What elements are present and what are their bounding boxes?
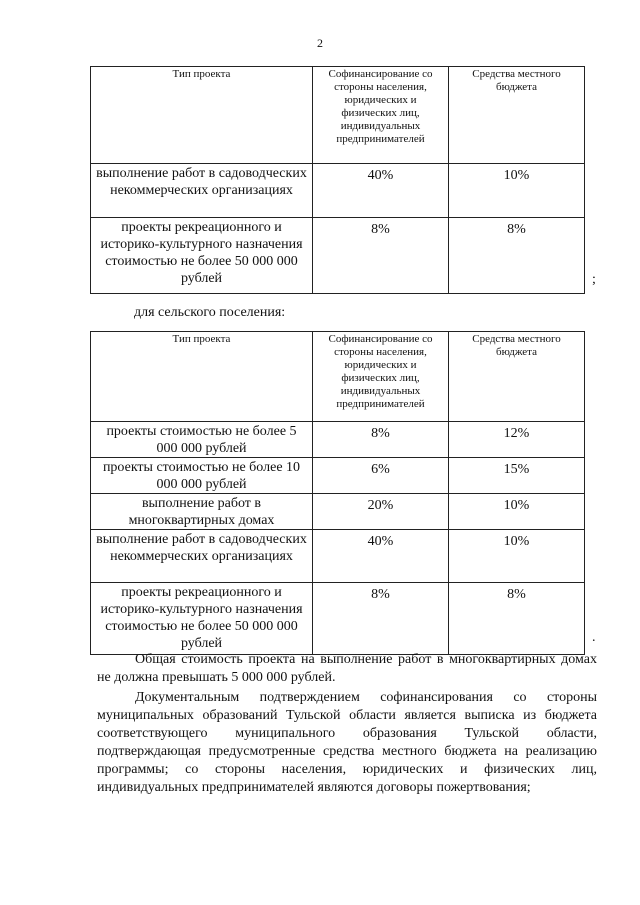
table-row bbox=[91, 530, 585, 583]
cell-cofinancing: 8% bbox=[313, 218, 449, 294]
cell-local-budget: 10% bbox=[449, 530, 585, 583]
table-end-semicolon: ; bbox=[592, 272, 596, 287]
header-local-budget: Средства местного бюджета bbox=[449, 67, 585, 164]
cell-local-budget: 10% bbox=[449, 164, 585, 218]
cell-local-budget: 12% bbox=[449, 422, 585, 458]
table-row bbox=[91, 583, 585, 655]
table-end-period: . bbox=[592, 630, 596, 645]
header-cofinancing: Софинансирование со стороны населения, юридических и физических лиц, индивидуальных предпринимателей bbox=[313, 332, 449, 422]
header-local-budget: Средства местного бюджета bbox=[449, 332, 585, 422]
table-header-row bbox=[91, 67, 585, 164]
cell-local-budget: 8% bbox=[449, 583, 585, 655]
cell-cofinancing: 40% bbox=[313, 164, 449, 218]
header-cofinancing: Софинансирование со стороны населения, юридических и физических лиц, индивидуальных предпринимателей bbox=[313, 67, 449, 164]
cell-project-type: выполнение работ в многоквартирных домах bbox=[91, 494, 313, 530]
cell-project-type: проекты рекреационного и историко-культурного назначения стоимостью не более 50 000 000 рублей bbox=[91, 583, 313, 655]
cell-cofinancing: 6% bbox=[313, 458, 449, 494]
cell-cofinancing: 20% bbox=[313, 494, 449, 530]
cell-project-type: проекты рекреационного и историко-культурного назначения стоимостью не более 50 000 000 рублей bbox=[91, 218, 313, 294]
cell-local-budget: 8% bbox=[449, 218, 585, 294]
page-number: 2 bbox=[317, 36, 323, 50]
cell-local-budget: 10% bbox=[449, 494, 585, 530]
cell-project-type: выполнение работ в садоводческих некоммерческих организациях bbox=[91, 530, 313, 583]
funding-table-rural bbox=[90, 331, 585, 655]
table-row bbox=[91, 218, 585, 294]
section-label-rural: для сельского поселения: bbox=[134, 305, 286, 320]
paragraph-total-cost: Общая стоимость проекта на выполнение работ в многоквартирных домах не должна превышать 5 000 000 рублей. bbox=[97, 652, 597, 685]
cell-local-budget: 15% bbox=[449, 458, 585, 494]
paragraph-documentary-proof: Документальным подтверждением софинансирования со стороны муниципальных образований Тульской области является выписка из бюджета соответствующего муниципального образования Тульской области, подтверждающая предусмотренные средства местного бюджета на реализацию программы; со стороны населения, юридических и физических лиц, индивидуальных предпринимателей являются договоры пожертвования; bbox=[97, 690, 597, 795]
header-project-type: Тип проекта bbox=[91, 67, 313, 164]
table-row bbox=[91, 458, 585, 494]
cell-cofinancing: 40% bbox=[313, 530, 449, 583]
funding-table-urban bbox=[90, 66, 585, 294]
header-project-type: Тип проекта bbox=[91, 332, 313, 422]
cell-cofinancing: 8% bbox=[313, 422, 449, 458]
cell-project-type: проекты стоимостью не более 10 000 000 рублей bbox=[91, 458, 313, 494]
cell-project-type: выполнение работ в садоводческих некоммерческих организациях bbox=[91, 164, 313, 218]
cell-cofinancing: 8% bbox=[313, 583, 449, 655]
cell-project-type: проекты стоимостью не более 5 000 000 рублей bbox=[91, 422, 313, 458]
table-row bbox=[91, 164, 585, 218]
table-row bbox=[91, 494, 585, 530]
table-header-row bbox=[91, 332, 585, 422]
table-row bbox=[91, 422, 585, 458]
